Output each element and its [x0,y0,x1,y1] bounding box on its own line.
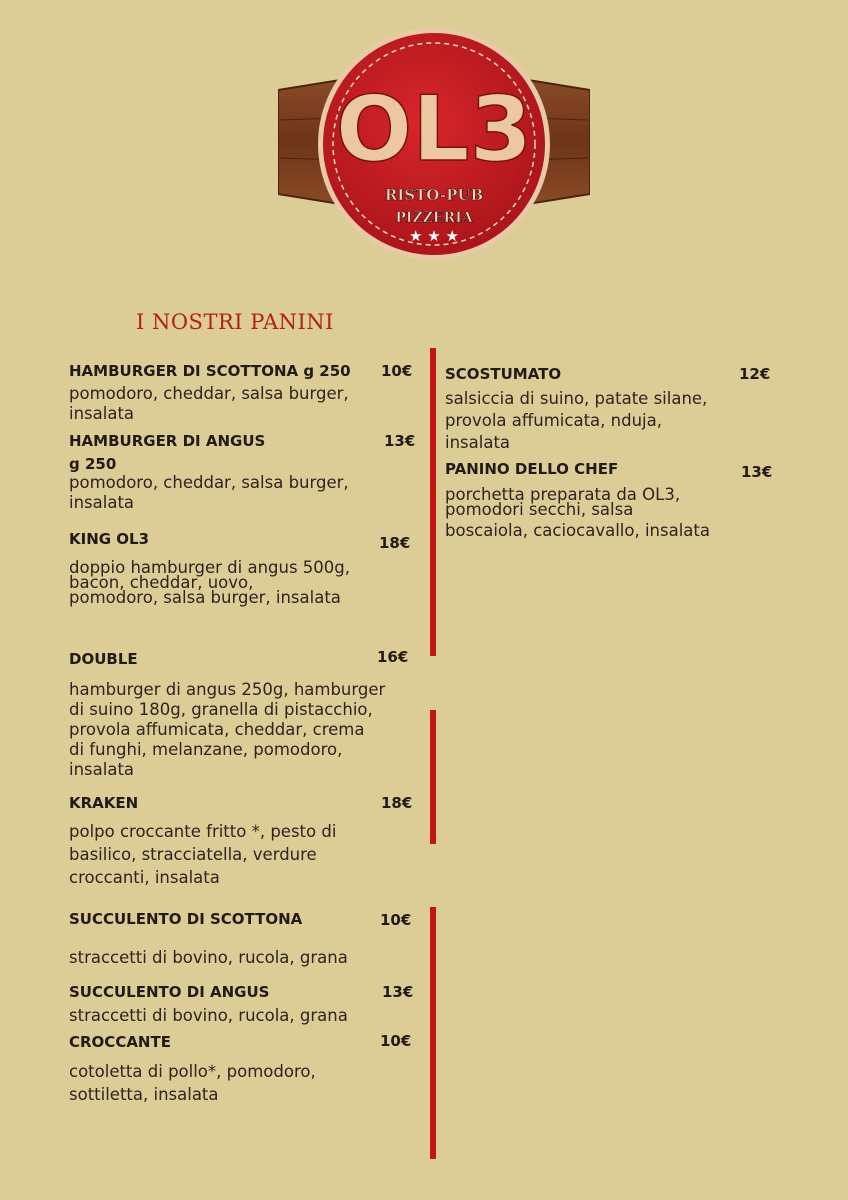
item-desc-double: hamburger di angus 250g, hamburger di suino 180g, granella di pistacchio, provola affumicata, cheddar, crema di funghi, melanzane, pomodoro, insalata [69,680,386,779]
ol3-logo [278,28,590,268]
item-name-panino-chef: PANINO DELLO CHEF [445,460,619,478]
item-price-succulento-scottona: 10€ [380,911,412,929]
item-name-succulento-scottona: SUCCULENTO DI SCOTTONA [69,910,303,928]
red-divider-bar-2 [430,710,436,844]
logo-pizzeria-text: PIZZERIA [395,210,473,226]
logo-risto-pub-text: RISTO-PUB [384,186,484,204]
item-name-croccante: CROCCANTE [69,1033,171,1051]
item-name-double: DOUBLE [69,650,138,668]
item-desc-scostumato: salsiccia di suino, patate silane, provola affumicata, nduja, insalata [445,389,708,452]
item-name-scostumato: SCOSTUMATO [445,365,562,383]
logo-stars: ★ ★ ★ [409,227,459,245]
logo-brand-text: OL3 [335,77,533,182]
item-desc-croccante: cotoletta di pollo*, pomodoro, sottiletta, insalata [69,1062,316,1104]
item-desc-king-ol3: doppio hamburger di angus 500g, bacon, cheddar, uovo, pomodoro, salsa burger, insalata [69,558,351,607]
item-price-croccante: 10€ [380,1032,412,1050]
item-price-hamburger-angus: 13€ [384,432,416,450]
item-price-king-ol3: 18€ [379,534,411,552]
item-desc-kraken: polpo croccante fritto *, pesto di basilico, stracciatella, verdure croccanti, insalata [69,822,337,887]
section-title: I NOSTRI PANINI [136,310,334,334]
item-price-scostumato: 12€ [739,365,771,383]
item-price-hamburger-scottona: 10€ [381,362,413,380]
item-price-double: 16€ [377,648,409,666]
item-name-succulento-angus: SUCCULENTO DI ANGUS [69,983,270,1001]
item-name-hamburger-scottona: HAMBURGER DI SCOTTONA g 250 [69,362,351,380]
item-price-panino-chef: 13€ [741,463,773,481]
item-desc-hamburger-scottona: pomodoro, cheddar, salsa burger, insalata [69,384,349,423]
item-desc-hamburger-angus: pomodoro, cheddar, salsa burger, insalata [69,473,349,512]
item-name-king-ol3: KING OL3 [69,530,150,548]
item-name-kraken: KRAKEN [69,794,139,812]
item-name-hamburger-angus: HAMBURGER DI ANGUS g 250 [69,432,266,473]
item-desc-succulento-scottona: straccetti di bovino, rucola, grana [69,948,348,967]
item-desc-panino-chef: porchetta preparata da OL3, pomodori secchi, salsa boscaiola, caciocavallo, insalata [445,485,710,540]
red-divider-bar-1 [430,348,436,656]
red-divider-bar-3 [430,907,436,1159]
item-price-succulento-angus: 13€ [382,983,414,1001]
item-desc-succulento-angus: straccetti di bovino, rucola, grana [69,1006,348,1025]
item-price-kraken: 18€ [381,794,413,812]
